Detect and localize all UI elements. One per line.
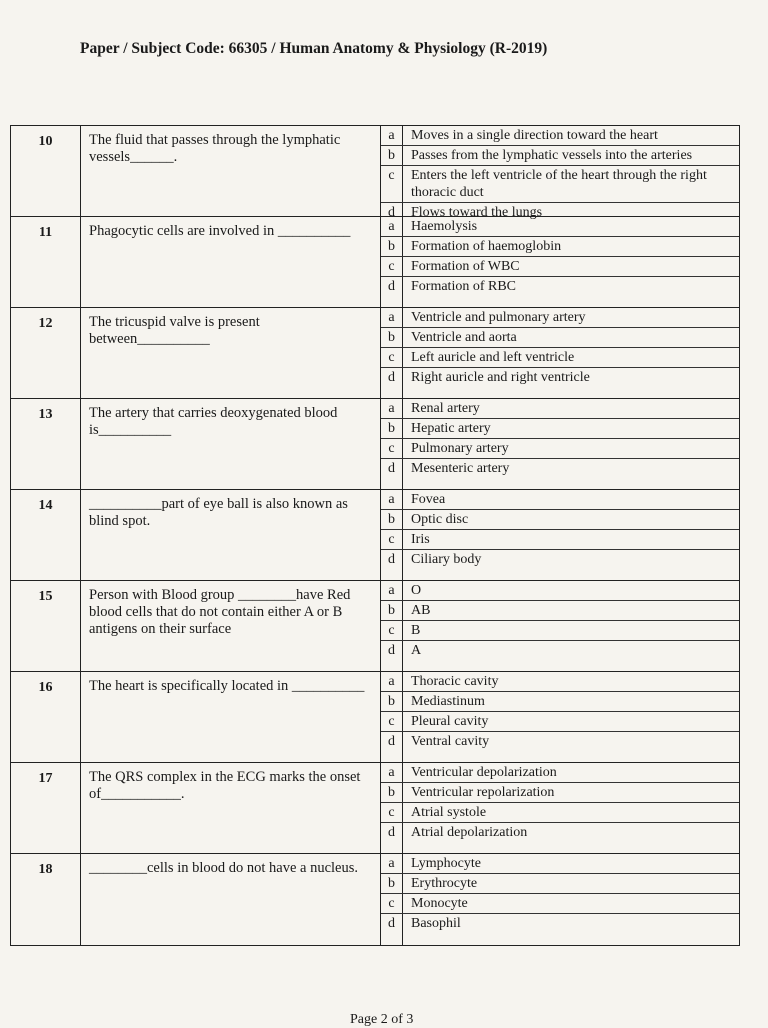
option-text: Passes from the lymphatic vessels into the arteries	[411, 148, 693, 163]
option-row	[381, 823, 739, 853]
option-text: Basophil	[411, 916, 461, 931]
option-letter: d	[381, 732, 403, 762]
option-row	[381, 257, 739, 277]
option-row	[381, 146, 739, 166]
question-text: The fluid that passes through the lymphatic vessels______.	[81, 126, 381, 222]
option-text: Ventricular repolarization	[411, 785, 555, 800]
option-list	[381, 126, 739, 222]
option-text: Left auricle and left ventricle	[411, 350, 575, 365]
question-row	[11, 581, 739, 672]
option-row	[381, 277, 739, 307]
option-letter: d	[381, 914, 403, 945]
option-text: Lymphocyte	[411, 856, 481, 871]
option-text: O	[411, 583, 422, 598]
option-letter: c	[381, 348, 403, 367]
option-row	[381, 419, 739, 439]
option-letter: c	[381, 621, 403, 640]
option-letter: c	[381, 257, 403, 276]
option-text: Atrial depolarization	[411, 825, 528, 840]
option-letter: d	[381, 550, 403, 580]
question-row	[11, 308, 739, 399]
option-text: Formation of RBC	[411, 279, 517, 294]
option-text: Fovea	[411, 492, 446, 507]
option-row	[381, 348, 739, 368]
option-letter: c	[381, 166, 403, 202]
option-row	[381, 763, 739, 783]
option-row	[381, 550, 739, 580]
option-letter: a	[381, 763, 403, 782]
option-text: Ciliary body	[411, 552, 482, 567]
question-text: The QRS complex in the ECG marks the onset of___________.	[81, 763, 381, 853]
question-number: 13	[11, 399, 81, 489]
option-letter: b	[381, 874, 403, 893]
page-header: Paper / Subject Code: 66305 / Human Anatomy & Physiology (R-2019)	[80, 40, 548, 57]
option-letter: a	[381, 581, 403, 600]
question-number: 18	[11, 854, 81, 945]
option-row	[381, 874, 739, 894]
option-text: Ventricular depolarization	[411, 765, 557, 780]
option-text: Ventral cavity	[411, 734, 490, 749]
option-text: Haemolysis	[411, 219, 478, 234]
option-row	[381, 894, 739, 914]
option-row	[381, 308, 739, 328]
option-letter: d	[381, 641, 403, 671]
option-list	[381, 308, 739, 398]
question-number: 17	[11, 763, 81, 853]
option-text: Optic disc	[411, 512, 469, 527]
option-row	[381, 712, 739, 732]
option-row	[381, 641, 739, 671]
option-letter: d	[381, 459, 403, 489]
question-row	[11, 126, 739, 220]
option-letter: d	[381, 203, 403, 222]
option-text: Atrial systole	[411, 805, 487, 820]
question-number: 15	[11, 581, 81, 671]
option-letter: a	[381, 399, 403, 418]
option-letter: a	[381, 672, 403, 691]
question-row	[11, 854, 739, 945]
question-row	[11, 217, 739, 308]
option-letter: b	[381, 146, 403, 165]
question-number: 16	[11, 672, 81, 762]
option-row	[381, 803, 739, 823]
option-row	[381, 732, 739, 762]
option-text: Pleural cavity	[411, 714, 489, 729]
option-letter: b	[381, 783, 403, 802]
option-text: Hepatic artery	[411, 421, 491, 436]
option-row	[381, 368, 739, 398]
option-letter: b	[381, 510, 403, 529]
question-number: 11	[11, 217, 81, 307]
question-text: The artery that carries deoxygenated blood is__________	[81, 399, 381, 489]
option-row	[381, 217, 739, 237]
option-row	[381, 126, 739, 146]
option-letter: c	[381, 712, 403, 731]
option-row	[381, 914, 739, 945]
option-row	[381, 581, 739, 601]
option-text: Mesenteric artery	[411, 461, 510, 476]
option-row	[381, 601, 739, 621]
option-text: Erythrocyte	[411, 876, 478, 891]
option-letter: a	[381, 490, 403, 509]
option-row	[381, 166, 739, 203]
option-row	[381, 854, 739, 874]
option-letter: a	[381, 126, 403, 145]
option-letter: c	[381, 439, 403, 458]
option-text: Ventricle and pulmonary artery	[411, 310, 586, 325]
option-text: Ventricle and aorta	[411, 330, 517, 345]
option-letter: a	[381, 217, 403, 236]
option-row	[381, 783, 739, 803]
option-text: Mediastinum	[411, 694, 485, 709]
option-letter: b	[381, 237, 403, 256]
option-letter: a	[381, 308, 403, 327]
option-row	[381, 399, 739, 419]
question-text: __________part of eye ball is also known as blind spot.	[81, 490, 381, 580]
option-list	[381, 672, 739, 762]
option-text: Right auricle and right ventricle	[411, 370, 590, 385]
option-row	[381, 459, 739, 489]
question-table	[10, 125, 740, 946]
option-row	[381, 672, 739, 692]
option-row	[381, 439, 739, 459]
option-text: Pulmonary artery	[411, 441, 509, 456]
option-letter: c	[381, 894, 403, 913]
option-letter: d	[381, 823, 403, 853]
option-row	[381, 510, 739, 530]
question-text: The heart is specifically located in __________	[81, 672, 381, 762]
option-letter: b	[381, 328, 403, 347]
question-number: 10	[11, 126, 81, 222]
option-text: Flows toward the lungs	[411, 205, 543, 220]
question-number: 14	[11, 490, 81, 580]
question-row	[11, 763, 739, 854]
option-text: Renal artery	[411, 401, 480, 416]
option-letter: b	[381, 419, 403, 438]
option-row	[381, 237, 739, 257]
question-text: The tricuspid valve is present between__________	[81, 308, 381, 398]
option-list	[381, 217, 739, 307]
option-letter: c	[381, 803, 403, 822]
option-text: Formation of WBC	[411, 259, 520, 274]
option-row	[381, 692, 739, 712]
option-list	[381, 854, 739, 945]
option-row	[381, 621, 739, 641]
option-list	[381, 763, 739, 853]
option-letter: d	[381, 277, 403, 307]
option-list	[381, 399, 739, 489]
question-text: Phagocytic cells are involved in __________	[81, 217, 381, 307]
option-text: Moves in a single direction toward the heart	[411, 128, 658, 143]
option-text: A	[411, 643, 422, 658]
option-letter: b	[381, 601, 403, 620]
option-letter: d	[381, 368, 403, 398]
option-text: Monocyte	[411, 896, 468, 911]
question-row	[11, 399, 739, 490]
question-text: Person with Blood group ________have Red blood cells that do not contain either A or B antigens on their surface	[81, 581, 381, 671]
option-row	[381, 490, 739, 510]
option-text: Iris	[411, 532, 430, 547]
option-row	[381, 530, 739, 550]
option-list	[381, 581, 739, 671]
option-text: AB	[411, 603, 431, 618]
option-text: Enters the left ventricle of the heart through the right thoracic duct	[411, 168, 707, 200]
option-text: Thoracic cavity	[411, 674, 499, 689]
option-list	[381, 490, 739, 580]
option-letter: b	[381, 692, 403, 711]
option-text: Formation of haemoglobin	[411, 239, 562, 254]
option-letter: c	[381, 530, 403, 549]
option-text: B	[411, 623, 421, 638]
option-letter: a	[381, 854, 403, 873]
question-number: 12	[11, 308, 81, 398]
question-row	[11, 490, 739, 581]
option-row	[381, 328, 739, 348]
page-number: Page 2 of 3	[350, 1012, 414, 1027]
question-row	[11, 672, 739, 763]
question-text: ________cells in blood do not have a nucleus.	[81, 854, 381, 945]
